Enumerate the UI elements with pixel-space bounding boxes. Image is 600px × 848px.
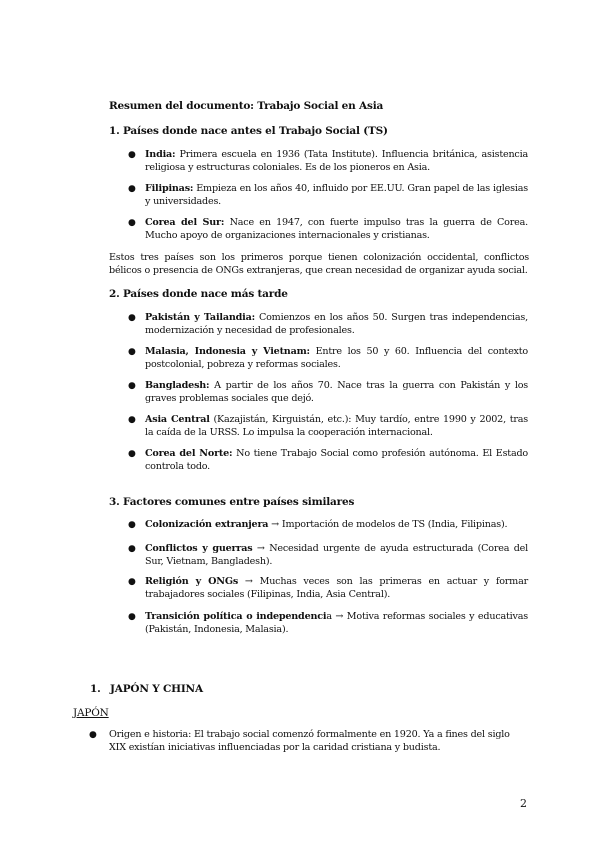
list-item (128, 414, 528, 439)
item-label: Corea del Norte: (145, 448, 233, 459)
bullet-icon: ● (128, 381, 136, 391)
subheading-japon: JAPÓN (73, 707, 109, 719)
item-label: India: (145, 149, 176, 160)
item-text: (Kazajistán, Kirguistán, etc.): Muy tardío, entre 1990 y 2002, tras la caída de la URSS. Lo impulsa la cooperación internacional. (145, 414, 528, 438)
item-label: Bangladesh: (145, 380, 210, 391)
item-text: No tiene Trabajo Social como profesión autónoma. El Estado controla todo. (145, 448, 528, 472)
list-item (128, 380, 528, 405)
item-label: Religión y ONGs (145, 576, 239, 587)
list-item (128, 217, 528, 242)
bullet-icon: ● (128, 184, 136, 194)
page-number: 2 (520, 797, 527, 810)
item-label: Colonización extranjera (145, 519, 269, 530)
list-item (128, 543, 528, 568)
bullet-icon: ● (128, 218, 136, 228)
bullet-icon: ● (128, 520, 136, 530)
bullet-icon: ● (128, 415, 136, 425)
list-item (128, 346, 528, 371)
bullet-icon: ● (128, 347, 136, 357)
item-label: Filipinas: (145, 183, 194, 194)
section-3-heading: 3. Factores comunes entre países similares (109, 496, 355, 508)
item-text: Nace en 1947, con fuerte impulso tras la guerra de Corea. Mucho apoyo de organizaciones internacionales y cristianas. (145, 217, 528, 241)
bullet-icon: ● (128, 577, 136, 587)
item-label: Conflictos y guerras (145, 543, 253, 554)
item-text: → Muchas veces son las primeras en actuar y formar trabajadores sociales (Filipinas, India, Asia Central). (145, 576, 528, 600)
bullet-icon: ● (128, 612, 136, 622)
item-text: → Importación de modelos de TS (India, Filipinas). (268, 519, 508, 530)
bullet-icon: ● (128, 313, 136, 323)
bullet-icon: ● (128, 449, 136, 459)
bullet-icon: ● (128, 150, 136, 160)
item-text: → Necesidad urgente de ayuda estructurada (Corea del Sur, Vietnam, Bangladesh). (145, 543, 528, 567)
item-label: Corea del Sur: (145, 217, 225, 228)
list-item (89, 729, 529, 754)
chapter-title: JAPÓN Y CHINA (110, 683, 203, 695)
list-item (128, 448, 528, 473)
item-label: Pakistán y Tailandia: (145, 312, 255, 323)
document-title: Resumen del documento: Trabajo Social en Asia (109, 100, 384, 112)
list-item (128, 312, 528, 337)
list-item (128, 183, 528, 208)
section-1-summary: Estos tres países son los primeros porque tienen colonización occidental, conflictos bélicos o presencia de ONGs extranjeras, que crean necesidad de organizar ayuda social. (109, 252, 529, 276)
item-text: Origen e historia: El trabajo social comenzó formalmente en 1920. Ya a fines del siglo XIX existían iniciativas influenciadas por la caridad cristiana y budista. (109, 729, 510, 753)
section-2-heading: 2. Países donde nace más tarde (109, 288, 288, 300)
bullet-icon: ● (89, 730, 97, 740)
list-item (128, 576, 528, 601)
item-label: Asia Central (145, 414, 210, 425)
list-item (128, 611, 529, 636)
item-text: Entre los 50 y 60. Influencia del contexto postcolonial, pobreza y reformas sociales. (145, 346, 528, 370)
item-text: Comienzos en los años 50. Surgen tras independencias, modernización y necesidad de profesionales. (145, 312, 528, 336)
section-1-heading: 1. Países donde nace antes el Trabajo Social (TS) (109, 125, 388, 137)
list-item (128, 519, 528, 532)
list-item (128, 149, 528, 174)
bullet-icon: ● (128, 544, 136, 554)
item-text: Primera escuela en 1936 (Tata Institute). Influencia británica, asistencia religiosa y estructuras coloniales. Es de los pioneros en Asia. (145, 149, 528, 173)
item-text: A partir de los años 70. Nace tras la guerra con Pakistán y los graves problemas sociales que dejó. (145, 380, 528, 404)
item-label: Transición política o independenci (145, 611, 327, 622)
item-text: Empieza en los años 40, influido por EE.UU. Gran papel de las iglesias y universidades. (145, 183, 528, 207)
chapter-number: 1. (90, 683, 101, 695)
item-label: Malasia, Indonesia y Vietnam: (145, 346, 310, 357)
item-text: a → Motiva reformas sociales y educativas (Pakistán, Indonesia, Malasia). (145, 611, 529, 635)
chapter-heading (90, 683, 203, 695)
